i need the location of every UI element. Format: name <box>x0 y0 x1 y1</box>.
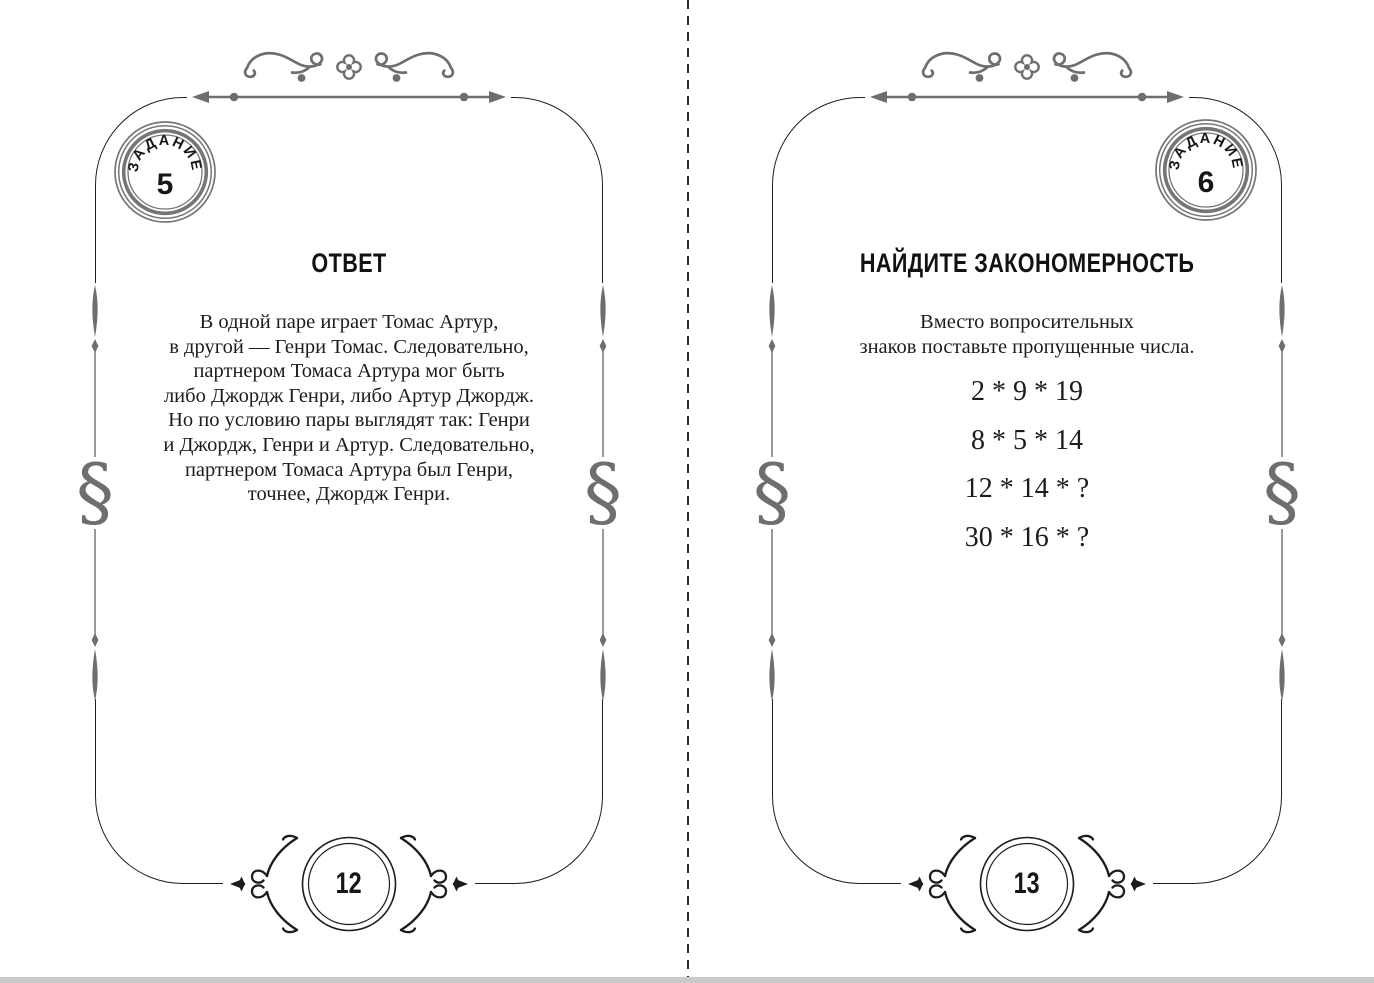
page-fold-dashed-line <box>687 0 689 983</box>
answer-line: партнером Томаса Артура был Генри, <box>184 458 514 481</box>
badge-number: 5 <box>156 168 174 201</box>
left-page <box>76 97 622 900</box>
answer-line: партнером Томаса Артура мог быть <box>193 360 505 383</box>
task-intro <box>772 310 1282 359</box>
sequence-row: 2 * 9 * 19 <box>971 376 1083 407</box>
section-mark-icon: § <box>76 447 114 536</box>
page-number: 12 <box>335 867 363 900</box>
answer-text <box>95 310 603 507</box>
number-sequence <box>772 368 1282 562</box>
badge-number: 6 <box>1197 166 1215 199</box>
header-flourish-icon <box>867 51 1187 103</box>
answer-line: либо Джордж Генри, либо Артур Джордж. <box>163 384 535 407</box>
right-page <box>753 97 1301 900</box>
task-badge <box>110 117 220 227</box>
sequence-row: 30 * 16 * ? <box>964 521 1090 553</box>
answer-line: Но по условию пары выглядят так: Генри <box>168 409 530 432</box>
answer-line: точнее, Джордж Генри. <box>247 483 451 506</box>
intro-line: Вместо вопросительных <box>920 311 1134 333</box>
badge-label: ЗАДАНИЕ <box>125 133 205 174</box>
section-mark-icon: § <box>584 447 622 536</box>
intro-line: знаков поставьте пропущенные числа. <box>859 335 1195 358</box>
answer-line: и Джордж, Генри и Артур. Следовательно, <box>163 433 535 456</box>
footer-strip <box>0 977 1374 983</box>
task-badge <box>1151 115 1261 225</box>
page-title: НАЙДИТЕ ЗАКОНОМЕРНОСТЬ <box>859 248 1195 278</box>
section-mark-icon: § <box>753 447 791 536</box>
header-flourish-icon <box>189 51 509 103</box>
section-mark-icon: § <box>1263 447 1301 536</box>
answer-line: в другой — Генри Томас. Следовательно, <box>169 335 529 358</box>
page-title: ОТВЕТ <box>311 248 387 278</box>
page-number: 13 <box>1013 867 1041 900</box>
sequence-row: 12 * 14 * ? <box>964 473 1090 504</box>
answer-line: В одной паре играет Томас Артур, <box>199 311 499 333</box>
badge-label: ЗАДАНИЕ <box>1166 131 1246 172</box>
sequence-row: 8 * 5 * 14 <box>971 424 1083 456</box>
